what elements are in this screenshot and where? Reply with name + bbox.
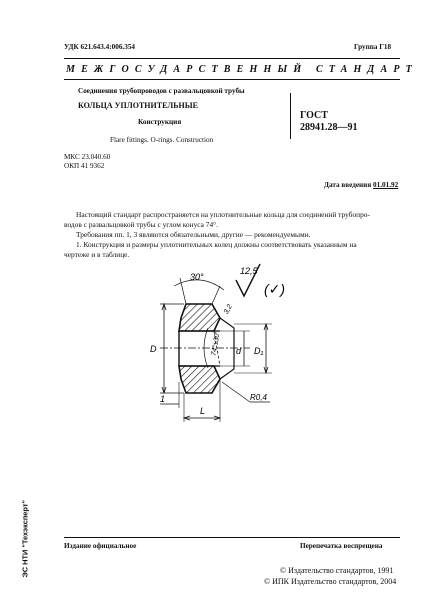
paragraph-1-line-1: Настоящий стандарт распространяется на уплотнительные кольца для соединений трубопро- [76, 210, 370, 219]
reprint-notice: Перепечатка воспрещена [300, 542, 383, 550]
copyright-2004: © ИПК Издательство стандартов, 2004 [264, 577, 397, 586]
official-edition: Издание официальное [64, 542, 137, 550]
banner-bottom-rule [64, 79, 400, 80]
dim-1: 1 [160, 394, 166, 404]
ring-section-lower [179, 366, 220, 393]
udk-code: УДК 621.643.4:006.354 [64, 43, 136, 51]
okp-code: ОКП 41 9362 [64, 162, 105, 170]
copyright-1991: © Издательство стандартов, 1991 [280, 566, 394, 575]
side-watermark: ЭС НТИ "Техэксперт" [20, 500, 30, 578]
dim-cone-angle: 74°±30' [210, 331, 222, 357]
gost-divider [290, 93, 291, 139]
paragraph-3-line-1: 1. Конструкция и размеры уплотнительных колец должны соответствовать указанным на [76, 240, 357, 249]
paragraph-2: Требования пп. 1, 3 являются обязательными, другие — рекомендуемыми. [76, 230, 311, 239]
roughness-value: 12,5 [240, 266, 258, 276]
intro-date [324, 181, 398, 189]
roughness-mark: (✓) [264, 281, 286, 297]
banner-top-rule [64, 58, 400, 59]
standard-banner: МЕЖГОСУДАРСТВЕННЫЙ СТАНДАРТ [66, 64, 418, 75]
title-line-1: Соединения трубопроводов с развальцовкой трубы [78, 87, 245, 95]
dim-chamfer: 3,2 [222, 303, 234, 316]
dim-angle-30: 30° [190, 272, 204, 282]
title-line-2: КОЛЬЦА УПЛОТНИТЕЛЬНЫЕ [78, 101, 198, 110]
paragraph-1-line-2: водов с развальцовкой трубы с углом конуса 74°. [64, 220, 218, 229]
dim-L: L [200, 406, 206, 416]
paragraph-3-line-2: чертеже и в таблице. [64, 250, 130, 259]
title-line-3: Конструкция [138, 118, 182, 126]
gost-label: ГОСТ [300, 110, 328, 121]
dim-radius: R0,4 [250, 393, 267, 402]
dim-D1: D₁ [254, 346, 264, 356]
footer-rule [64, 537, 400, 538]
group-code: Группа Г18 [354, 43, 392, 51]
mks-code: МКС 23.040.60 [64, 153, 111, 161]
english-title: Flare fittings. O-rings. Construction [110, 136, 214, 144]
dim-D: D [150, 344, 157, 354]
intro-date-label: Дата введения [324, 181, 372, 189]
dim-d: d [236, 346, 242, 356]
intro-date-value: 01.01.92 [373, 181, 399, 189]
ring-section-upper [179, 304, 220, 331]
o-ring-drawing [140, 262, 340, 432]
gost-number: 28941.28—91 [300, 122, 358, 133]
